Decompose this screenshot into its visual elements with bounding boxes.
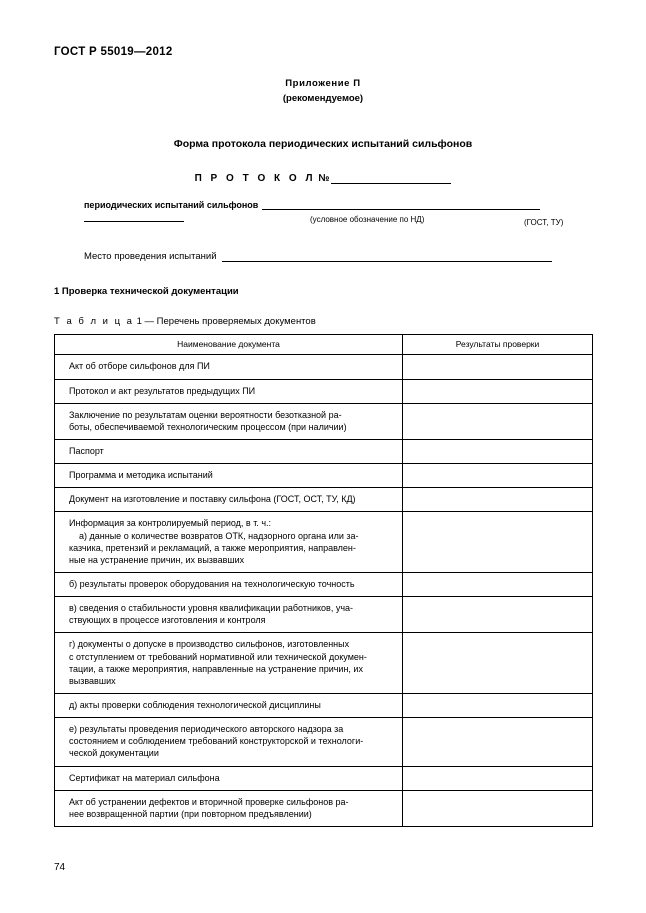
document-name-cell: Акт об отборе сильфонов для ПИ [55, 355, 403, 379]
table-row [55, 597, 593, 633]
table-row [55, 718, 593, 766]
check-result-cell[interactable] [403, 403, 593, 439]
document-name-cell: Заключение по результатам оценки вероятности безотказной ра- боты, обеспечиваемой технологическим процессом (при наличии) [55, 403, 403, 439]
table-row [55, 573, 593, 597]
place-label: Место проведения испытаний [84, 251, 217, 262]
table-caption [54, 316, 316, 327]
table-row [55, 355, 593, 379]
subject-gost-caption: (ГОСТ, ТУ) [524, 218, 564, 227]
subject-designation-blank [262, 198, 540, 210]
table-row [55, 766, 593, 790]
protocol-heading [0, 172, 646, 184]
table-row [55, 694, 593, 718]
document-name-cell: Сертификат на материал сильфона [55, 766, 403, 790]
protocol-number-label: № [318, 173, 330, 184]
subject-designation-caption: (условное обозначение по НД) [310, 215, 425, 224]
table-row [55, 403, 593, 439]
column-header-document-name: Наименование документа [55, 335, 403, 355]
place-row [84, 250, 552, 262]
subject-gost-blank [84, 210, 184, 222]
document-name-cell: Протокол и акт результатов предыдущих ПИ [55, 379, 403, 403]
table-row [55, 464, 593, 488]
table-row [55, 633, 593, 694]
table-row [55, 379, 593, 403]
check-result-cell[interactable] [403, 464, 593, 488]
check-result-cell[interactable] [403, 597, 593, 633]
check-result-cell[interactable] [403, 766, 593, 790]
place-blank [222, 250, 552, 262]
appendix-label: Приложение П [285, 78, 361, 89]
document-name-cell: Акт об устранении дефектов и вторичной проверке сильфонов ра- нее возвращенной партии (при повторном предъявлении) [55, 790, 403, 826]
document-name-cell: Информация за контролируемый период, в т. ч.: а) данные о количестве возвратов ОТК, надзорного органа или за- казчика, претензий и рекламаций, а также мероприятия, направлен- ные на устранение причин, их вызвавших [55, 512, 403, 573]
document-name-cell: в) сведения о стабильности уровня квалификации работников, уча- ствующих в процессе изготовления и контроля [55, 597, 403, 633]
check-result-cell[interactable] [403, 694, 593, 718]
table-header-row [55, 335, 593, 355]
check-result-cell[interactable] [403, 379, 593, 403]
document-name-cell: Программа и методика испытаний [55, 464, 403, 488]
column-header-check-results: Результаты проверки [403, 335, 593, 355]
page-number: 74 [54, 862, 66, 873]
table-row [55, 488, 593, 512]
table-caption-number: 1 [136, 316, 142, 327]
check-result-cell[interactable] [403, 633, 593, 694]
check-result-cell[interactable] [403, 573, 593, 597]
protocol-word: П Р О Т О К О Л [194, 173, 316, 184]
check-result-cell[interactable] [403, 355, 593, 379]
check-result-cell[interactable] [403, 718, 593, 766]
subject-label: периодических испытаний сильфонов [84, 200, 259, 210]
table-row [55, 440, 593, 464]
document-name-cell: е) результаты проведения периодического авторского надзора за состоянием и соблюдением требований конструкторской и технологи- ческой документации [55, 718, 403, 766]
check-result-cell[interactable] [403, 790, 593, 826]
document-name-cell: г) документы о допуске в производство сильфонов, изготовленных с отступлением от требований нормативной или технической докумен- тации, а также мероприятия, направленные на устранение причин, их вызвавших [55, 633, 403, 694]
appendix-heading [0, 78, 646, 104]
check-result-cell[interactable] [403, 440, 593, 464]
table-caption-prefix: Т а б л и ц а [54, 316, 134, 327]
document-name-cell: д) акты проверки соблюдения технологической дисциплины [55, 694, 403, 718]
table-row [55, 790, 593, 826]
document-name-cell: Документ на изготовление и поставку сильфона (ГОСТ, ОСТ, ТУ, КД) [55, 488, 403, 512]
appendix-type: (рекомендуемое) [282, 93, 364, 104]
protocol-number-blank [331, 172, 451, 184]
form-title: Форма протокола периодических испытаний сильфонов [173, 138, 473, 150]
table-row [55, 512, 593, 573]
check-result-cell[interactable] [403, 488, 593, 512]
check-result-cell[interactable] [403, 512, 593, 573]
table-body [55, 355, 593, 827]
table-caption-text: — Перечень проверяемых документов [144, 316, 316, 327]
documents-table [54, 334, 593, 827]
section-title: 1 Проверка технической документации [54, 286, 239, 297]
document-name-cell: б) результаты проверок оборудования на технологическую точность [55, 573, 403, 597]
document-name-cell: Паспорт [55, 440, 403, 464]
standard-designation: ГОСТ Р 55019—2012 [54, 46, 173, 58]
